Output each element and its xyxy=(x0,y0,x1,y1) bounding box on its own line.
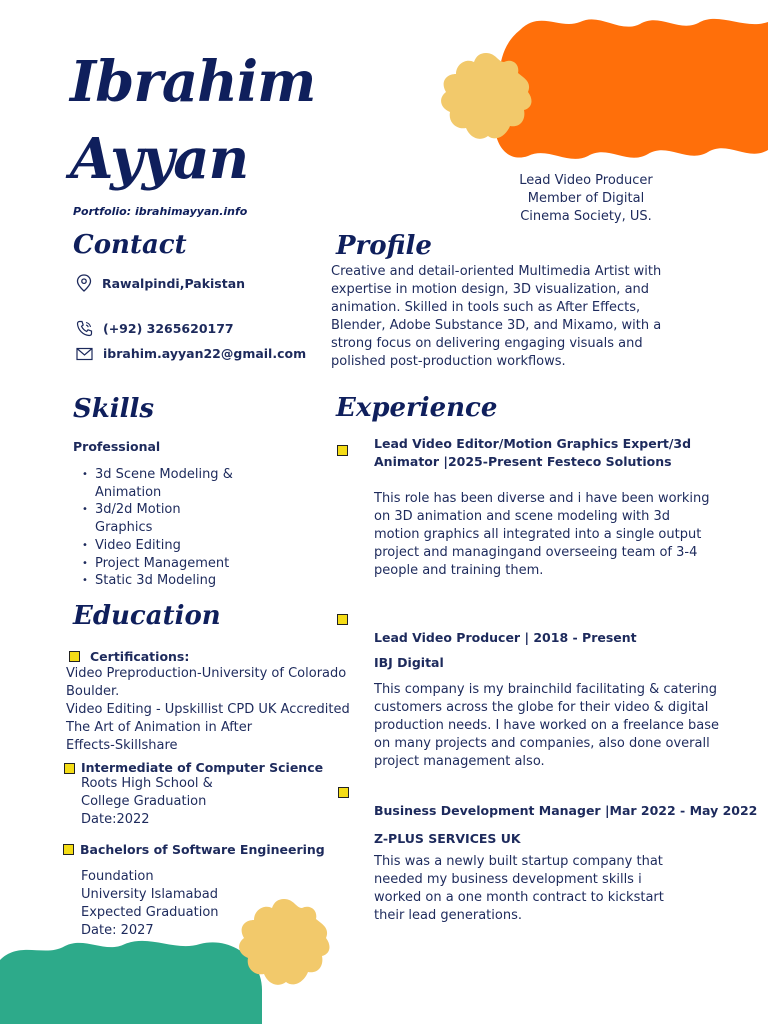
job-description-line: motion graphics all integrated into a single output xyxy=(374,527,702,542)
job-title-line: Lead Video Producer | 2018 - Present xyxy=(374,630,637,645)
job-description-line: on many projects and companies, also done overall xyxy=(374,736,710,751)
bachelors-line: Date: 2027 xyxy=(81,923,154,938)
job-title xyxy=(374,435,691,471)
teal-wave-shape xyxy=(0,930,270,1024)
certification-line: Video Preproduction-University of Colorado xyxy=(66,666,347,681)
intermediate-line: Date:2022 xyxy=(81,812,150,827)
first-name: Ibrahim xyxy=(70,49,316,115)
profile-text xyxy=(331,263,751,371)
job-title xyxy=(374,802,757,820)
certification-line: Effects-Skillshare xyxy=(66,738,178,753)
education-heading: Education xyxy=(73,601,221,631)
contact-phone[interactable] xyxy=(76,320,234,337)
skill-line: • Video Editing xyxy=(95,537,181,553)
job-description-line: on 3D animation and scene modeling with 3d xyxy=(374,509,671,524)
bachelors-title: Bachelors of Software Engineering xyxy=(80,842,325,857)
bachelors-line: University Islamabad xyxy=(81,887,218,902)
contact-heading: Contact xyxy=(73,230,187,260)
skill-line: • Static 3d Modeling xyxy=(95,573,217,589)
list-item xyxy=(95,555,233,573)
contact-location xyxy=(76,274,245,292)
job-description-line: project and managingand overseeing team of 3-4 xyxy=(374,545,698,560)
job-description-line: customers across the globe for their video & digital xyxy=(374,700,709,715)
skill-line: • Project Management xyxy=(95,555,230,571)
list-item xyxy=(95,572,233,590)
bullet-square xyxy=(337,614,348,625)
job-title-line: Business Development Manager |Mar 2022 - May 2022 xyxy=(374,803,758,818)
skills-heading: Skills xyxy=(73,394,155,424)
skill-line: • 3d Scene Modeling & xyxy=(95,467,233,482)
bachelors-line: Foundation xyxy=(81,869,154,884)
job-title-line: Lead Video Editor/Motion Graphics Expert/3d xyxy=(374,436,692,451)
envelope-icon xyxy=(76,347,93,361)
tagline-line: Lead Video Producer xyxy=(519,173,653,188)
profile-heading: Profile xyxy=(336,231,432,261)
job-description-line: their lead generations. xyxy=(374,908,522,923)
bullet-square xyxy=(63,844,74,855)
last-name: Ayyan xyxy=(70,126,249,192)
bullet-square xyxy=(64,763,75,774)
contact-email[interactable] xyxy=(76,346,306,361)
job-description xyxy=(374,853,754,925)
job-description xyxy=(374,490,754,580)
certifications-text xyxy=(66,665,366,755)
portfolio-link[interactable]: Portfolio: ibrahimayyan.info xyxy=(73,205,248,218)
location-pin-icon xyxy=(76,274,92,292)
experience-heading: Experience xyxy=(336,393,498,423)
location-text: Rawalpindi,Pakistan xyxy=(102,275,246,291)
job-description-line: people and training them. xyxy=(374,563,544,578)
bachelors-text xyxy=(81,868,219,940)
list-item xyxy=(95,501,233,536)
job-company: Z-PLUS SERVICES UK xyxy=(374,831,521,846)
intermediate-text xyxy=(81,775,213,829)
skills-list xyxy=(73,466,233,590)
list-item xyxy=(95,537,233,555)
profile-line: strong focus on delivering engaging visuals and xyxy=(331,336,643,351)
job-description-line: This was a newly built startup company that xyxy=(374,854,663,869)
yellow-flower-top xyxy=(436,48,536,148)
job-description-line: This company is my brainchild facilitating & catering xyxy=(374,682,718,697)
job-title xyxy=(374,629,637,647)
job-title-line: Animator |2025-Present Festeco Solutions xyxy=(374,454,672,469)
yellow-flower-bottom xyxy=(234,894,334,994)
job-company: IBJ Digital xyxy=(374,655,444,670)
tagline-line: Member of Digital xyxy=(527,191,645,206)
profile-line: Blender, Adobe Substance 3D, and Mixamo, with a xyxy=(331,318,662,333)
skill-line: • 3d/2d Motion xyxy=(95,502,181,518)
bullet-square xyxy=(69,651,80,662)
job-description-line: This role has been diverse and i have been working xyxy=(374,491,710,506)
certification-line: Video Editing - Upskillist CPD UK Accredited xyxy=(66,702,350,717)
tagline-line: Cinema Society, US. xyxy=(520,209,652,224)
skills-subheading: Professional xyxy=(73,439,161,454)
skill-line: Graphics xyxy=(95,520,153,536)
skill-line: Animation xyxy=(95,484,162,500)
job-description-line: needed my business development skills i xyxy=(374,872,642,887)
list-item xyxy=(95,466,233,501)
bullet-square xyxy=(338,787,349,798)
job-description-line: worked on a one month contract to kickstart xyxy=(374,890,664,905)
certifications-title: Certifications: xyxy=(90,649,190,664)
profile-line: animation. Skilled in tools such as After Effects, xyxy=(331,300,641,315)
header-tagline xyxy=(496,172,676,226)
phone-text: (+92) 3265620177 xyxy=(103,321,234,336)
profile-line: polished post-production workflows. xyxy=(331,354,566,369)
bachelors-line: Expected Graduation xyxy=(81,905,219,920)
email-text: ibrahim.ayyan22@gmail.com xyxy=(103,346,307,361)
phone-icon xyxy=(76,320,93,337)
profile-line: Creative and detail-oriented Multimedia Artist with xyxy=(331,264,662,279)
intermediate-line: Roots High School & xyxy=(81,776,213,791)
certification-line: Boulder. xyxy=(66,684,120,699)
intermediate-title: Intermediate of Computer Science xyxy=(81,760,324,775)
intermediate-line: College Graduation xyxy=(81,794,207,809)
profile-line: expertise in motion design, 3D visualization, and xyxy=(331,282,650,297)
certification-line: The Art of Animation in After xyxy=(66,720,253,735)
job-description xyxy=(374,681,754,771)
job-description-line: project management also. xyxy=(374,754,545,769)
job-description-line: production needs. I have worked on a freelance base xyxy=(374,718,719,733)
bullet-square xyxy=(337,445,348,456)
